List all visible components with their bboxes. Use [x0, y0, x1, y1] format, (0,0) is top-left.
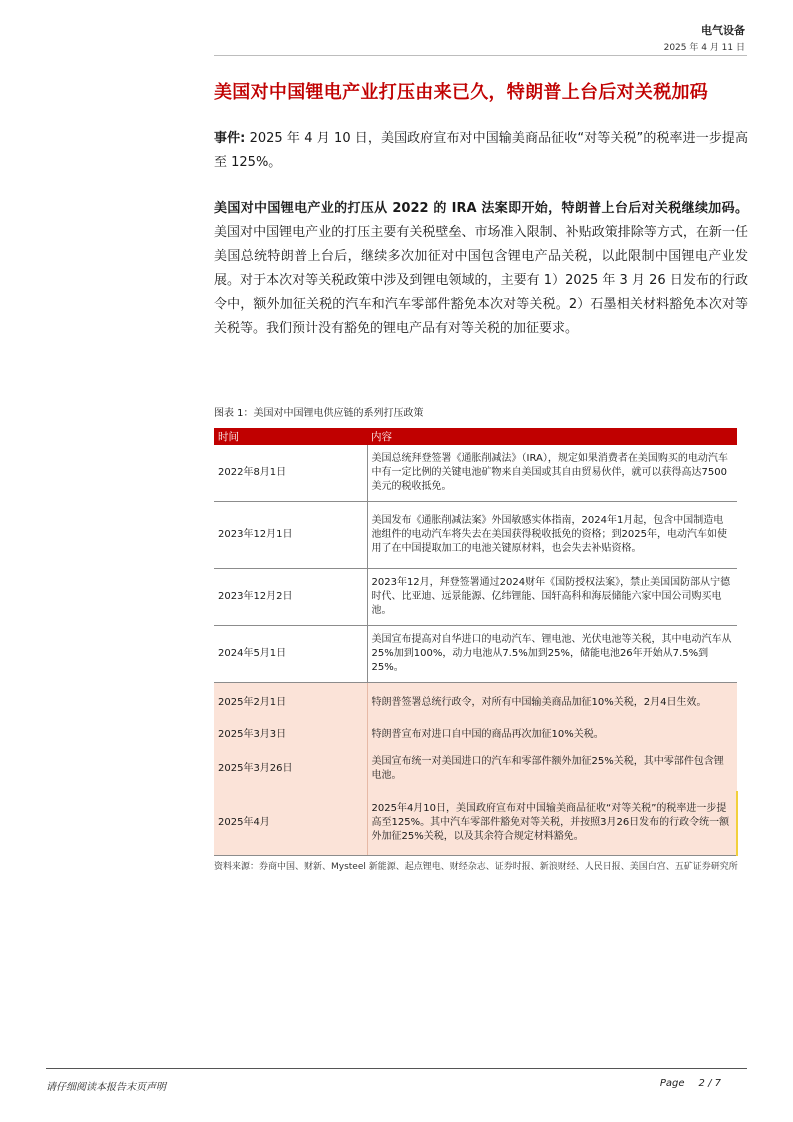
table-row [214, 569, 737, 626]
policy-table [214, 428, 738, 856]
page-number: 2 / 7 [698, 1078, 721, 1089]
event-paragraph [214, 127, 748, 175]
row-content: 美国宣布提高对自华进口的电动汽车、锂电池、光伏电池等关税，其中电动汽车从25%加到100%，动力电池从7.5%加到25%，储能电池26年开始从7.5%到25%。 [367, 626, 737, 683]
page-indicator [660, 1078, 721, 1089]
analysis-lead: 美国对中国锂电产业的打压从 2022 的 IRA 法案即开始，特朗普上台后对关税继续加码。 [214, 201, 748, 216]
row-content: 美国宣布统一对美国进口的汽车和零部件额外加征25%关税，其中零部件包含锂电池。 [367, 747, 737, 791]
row-date: 2023年12月1日 [214, 502, 367, 569]
header-divider [214, 55, 747, 56]
table-row [214, 626, 737, 683]
table-row [214, 723, 737, 747]
row-date: 2022年8月1日 [214, 445, 367, 502]
row-content: 特朗普签署总统行政令，对所有中国输美商品加征10%关税，2月4日生效。 [367, 683, 737, 724]
table-row [214, 747, 737, 791]
figure-caption: 图表 1：美国对中国锂电供应链的系列打压政策 [214, 408, 424, 419]
analysis-body: 美国对中国锂电产业的打压主要有关税壁垒、市场准入限制、补贴政策排除等方式，在新一任美国总统特朗普上台后，继续多次加征对中国包含锂电产品关税，以此限制中国锂电产业发展。对于本次对等关税政策中涉及到锂电领域的，主要有 1）2025 年 3 月 26 日发布的行政令中，额外加征关税的汽车和汽车零部件豁免本次对等关税。2）石墨相关材料豁免本次对等关税等。我们预计没有豁免的锂电产品有对等关税的加征要求。 [214, 225, 748, 336]
row-content: 美国发布《通胀削减法案》外国敏感实体指南，2024年1月起，包含中国制造电池组件的电动汽车将失去在美国获得税收抵免的资格；到2025年，电动汽车如使用了在中国提取加工的电池关键原材料，也会失去补贴资格。 [367, 502, 737, 569]
row-content: 2025年4月10日，美国政府宣布对中国输美商品征收“对等关税”的税率进一步提高至125%。其中汽车零部件豁免对等关税，并按照3月26日发布的行政令统一额外加征25%关税，以及其余符合规定材料豁免。 [367, 791, 737, 856]
row-content: 美国总统拜登签署《通胀削减法》（IRA），规定如果消费者在美国购买的电动汽车中有一定比例的关键电池矿物来自美国或其自由贸易伙伴，就可以获得高达7500美元的税收抵免。 [367, 445, 737, 502]
table-row [214, 683, 737, 724]
column-header-content: 内容 [367, 428, 737, 445]
row-date: 2023年12月2日 [214, 569, 367, 626]
row-content: 特朗普宣布对进口自中国的商品再次加征10%关税。 [367, 723, 737, 747]
table-row [214, 791, 737, 856]
section-title: 美国对中国锂电产业打压由来已久，特朗普上台后对关税加码 [214, 82, 709, 103]
page-label: Page [659, 1078, 685, 1089]
report-sector: 电气设备 [701, 24, 745, 37]
report-date: 2025 年 4 月 11 日 [663, 43, 745, 53]
event-label: 事件: [214, 131, 246, 146]
table-row [214, 445, 737, 502]
source-note: 资料来源：券商中国、财新、Mysteel 新能源、起点锂电、财经杂志、证券时报、新浪财经、人民日报、美国白宫、五矿证券研究所 [214, 862, 738, 872]
row-date: 2025年4月 [214, 791, 367, 856]
row-date: 2024年5月1日 [214, 626, 367, 683]
table-header-row [214, 428, 737, 445]
row-date: 2025年3月26日 [214, 747, 367, 791]
event-text: 2025 年 4 月 10 日，美国政府宣布对中国输美商品征收“对等关税”的税率进一步提高至 125%。 [214, 131, 748, 170]
table-row [214, 502, 737, 569]
row-date: 2025年3月3日 [214, 723, 367, 747]
row-date: 2025年2月1日 [214, 683, 367, 724]
footer-divider [46, 1068, 747, 1069]
column-header-time: 时间 [214, 428, 367, 445]
row-content: 2023年12月，拜登签署通过2024财年《国防授权法案》，禁止美国国防部从宁德时代、比亚迪、远景能源、亿纬锂能、国轩高科和海辰储能六家中国公司购买电池。 [367, 569, 737, 626]
analysis-paragraph [214, 197, 748, 341]
footer-disclaimer: 请仔细阅读本报告末页声明 [46, 1082, 166, 1093]
